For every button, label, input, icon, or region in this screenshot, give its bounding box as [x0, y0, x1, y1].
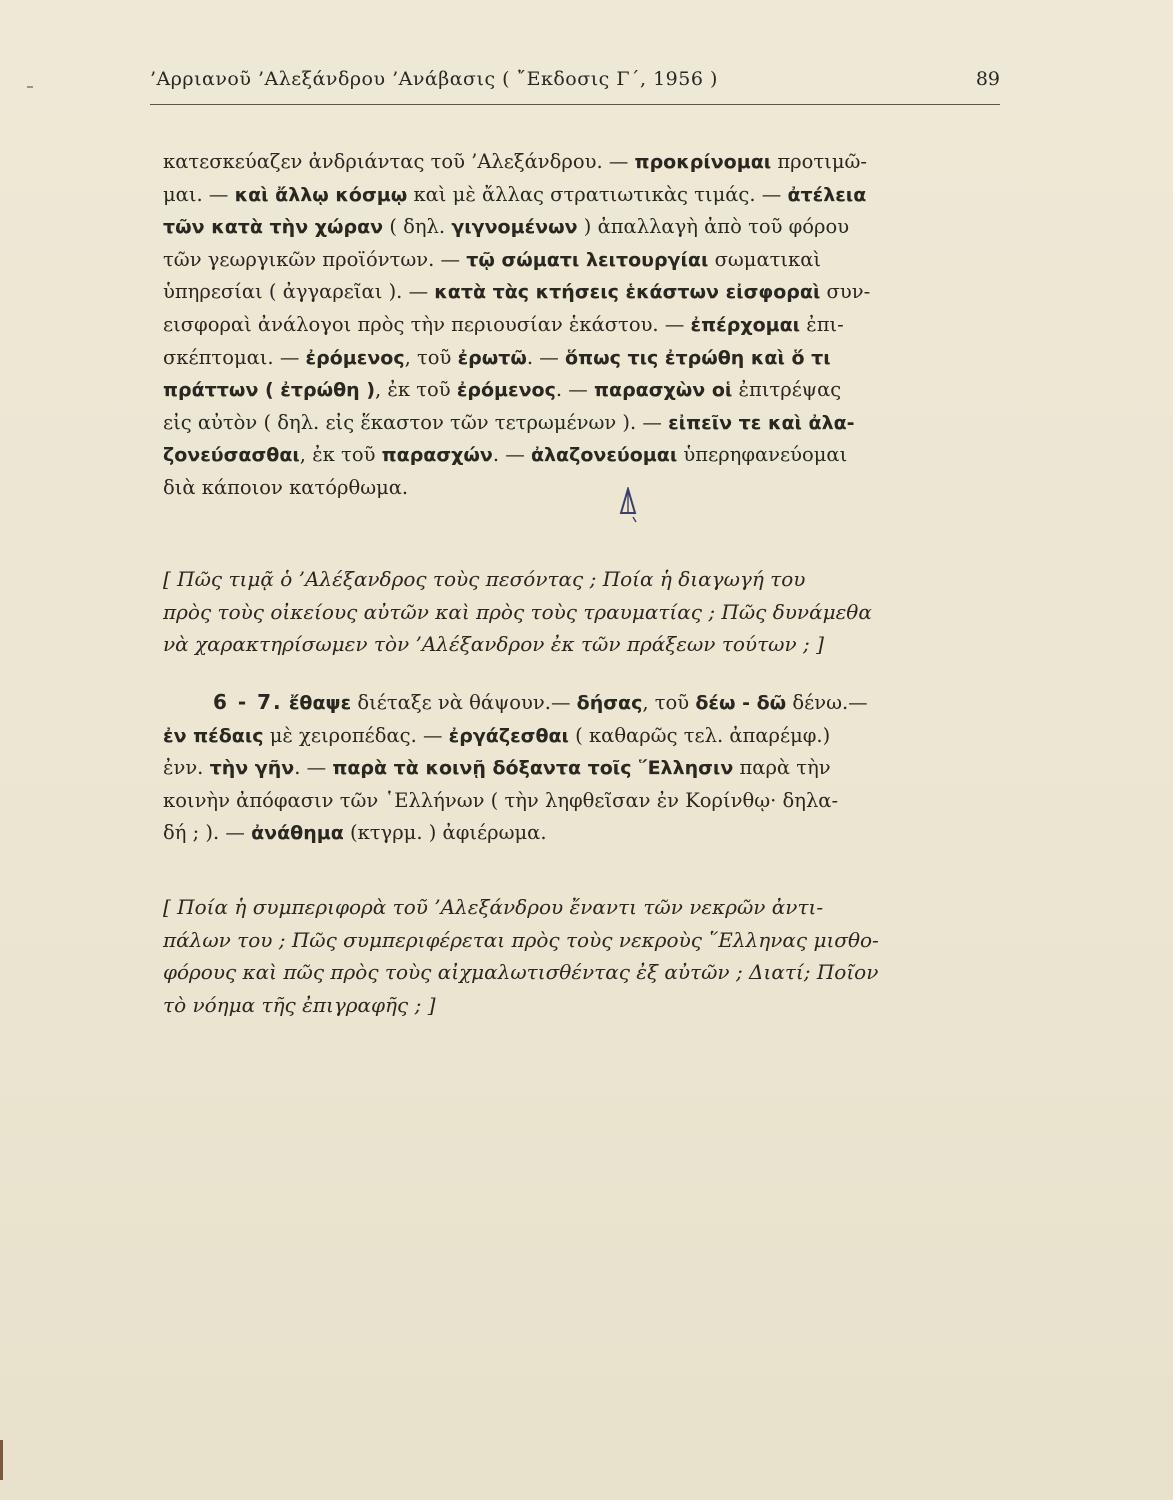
question-line: πάλων του ; Πῶς συμπεριφέρεται πρὸς τοὺς νεκροὺς ῞Ελληνας μισθο- — [163, 927, 879, 952]
running-header — [150, 68, 1000, 108]
text-line: μαι. — καὶ ἄλλῳ κόσμῳ καὶ μὲ ἄλλας στρατιωτικὰς τιμάς. — ἀτέλεια — [163, 182, 867, 206]
text-line: δή ; ). — ἀνάθημα (κτγρμ. ) ἀφιέρωμα. — [163, 821, 547, 845]
text-line: εἰς αὐτὸν ( δηλ. εἰς ἕκαστον τῶν τετρωμένων ). — εἰπεῖν τε καὶ ἀλα- — [163, 410, 855, 434]
text-line: τῶν κατὰ τὴν χώραν ( δηλ. γιγνομένων ) ἀπαλλαγὴ ἀπὸ τοῦ φόρου — [163, 215, 850, 239]
text-line: ἐνν. τὴν γῆν. — παρὰ τὰ κοινῇ δόξαντα τοῖς ῞Ελλησιν παρὰ τὴν — [163, 756, 831, 780]
text-line: ἐν πέδαις μὲ χειροπέδας. — ἐργάζεσθαι ( καθαρῶς τελ. ἀπαρέμφ.) — [163, 723, 831, 747]
question-line: φόρους καὶ πῶς πρὸς τοὺς αἰχμαλωτισθέντας ἐξ αὐτῶν ; Διατί; Ποῖον — [163, 960, 879, 984]
header-title: ’Αρριανοῦ ’Αλεξάνδρου ’Ανάβασις ( ῎Εκδοσις Γ΄, 1956 ) — [150, 68, 718, 90]
text-line: πράττων ( ἐτρώθη ), ἐκ τοῦ ἐρόμενος. — παρασχὼν οἱ ἐπιτρέψας — [163, 378, 842, 402]
binding-edge — [0, 1440, 3, 1480]
text-line: ὑπηρεσίαι ( ἀγγαρεῖαι ). — κατὰ τὰς κτήσεις ἑκάστων εἰσφοραὶ συν- — [163, 280, 871, 304]
page-number: 89 — [975, 68, 1000, 90]
text-line: τῶν γεωργικῶν προϊόντων. — τῷ σώματι λειτουργίαι σωματικαὶ — [163, 247, 822, 271]
text-line: διὰ κάποιον κατόρθωμα. — [163, 475, 409, 499]
question-line: πρὸς τοὺς οἰκείους αὐτῶν καὶ πρὸς τοὺς τραυματίας ; Πῶς δυνάμεθα — [163, 599, 872, 624]
text-line: ζονεύσασθαι, ἐκ τοῦ παρασχών. — ἀλαζονεύομαι ὑπερηφανεύομαι — [163, 443, 848, 467]
text-line: κατεσκεύαζεν ἀνδριάντας τοῦ ’Αλεξάνδρου. — προκρίνομαι προτιμῶ- — [163, 150, 867, 173]
glossary-paragraph-1 — [163, 146, 1005, 505]
paper-speck — [27, 86, 33, 88]
pencil-delta-mark — [618, 487, 638, 523]
text-line: εισφοραὶ ἀνάλογοι πρὸς τὴν περιουσίαν ἑκάστου. — ἐπέρχομαι ἐπι- — [163, 312, 844, 336]
text-line: 6 - 7. ἔθαψε διέταξε νὰ θάψουν.— δήσας, τοῦ δέω - δῶ δένω.— — [213, 690, 868, 714]
question-line: [ Ποία ἡ συμπεριφορὰ τοῦ ’Αλεξάνδρου ἔναντι τῶν νεκρῶν ἀντι- — [163, 895, 824, 919]
glossary-paragraph-2 — [163, 686, 1005, 850]
question-line: [ Πῶς τιμᾷ ὁ ’Αλέξανδρος τοὺς πεσόντας ; Ποία ἡ διαγωγή του — [163, 567, 806, 591]
text-line: σκέπτομαι. — ἐρόμενος, τοῦ ἐρωτῶ. — ὅπως τις ἐτρώθη καὶ ὅ τι — [163, 345, 831, 369]
text-line: κοινὴν ἀπόφασιν τῶν ῾Ελλήνων ( τὴν ληφθεῖσαν ἐν Κορίνθῳ· δηλα- — [163, 788, 839, 812]
question-block-1 — [163, 563, 1005, 661]
header-rule — [150, 104, 1000, 105]
section-number: 6 - 7. — [213, 690, 283, 714]
question-block-2 — [163, 891, 1005, 1021]
question-line: τὸ νόημα τῆς ἐπιγραφῆς ; ] — [163, 992, 436, 1017]
question-line: νὰ χαρακτηρίσωμεν τὸν ’Αλέξανδρον ἐκ τῶν πράξεων τούτων ; ] — [163, 632, 824, 656]
